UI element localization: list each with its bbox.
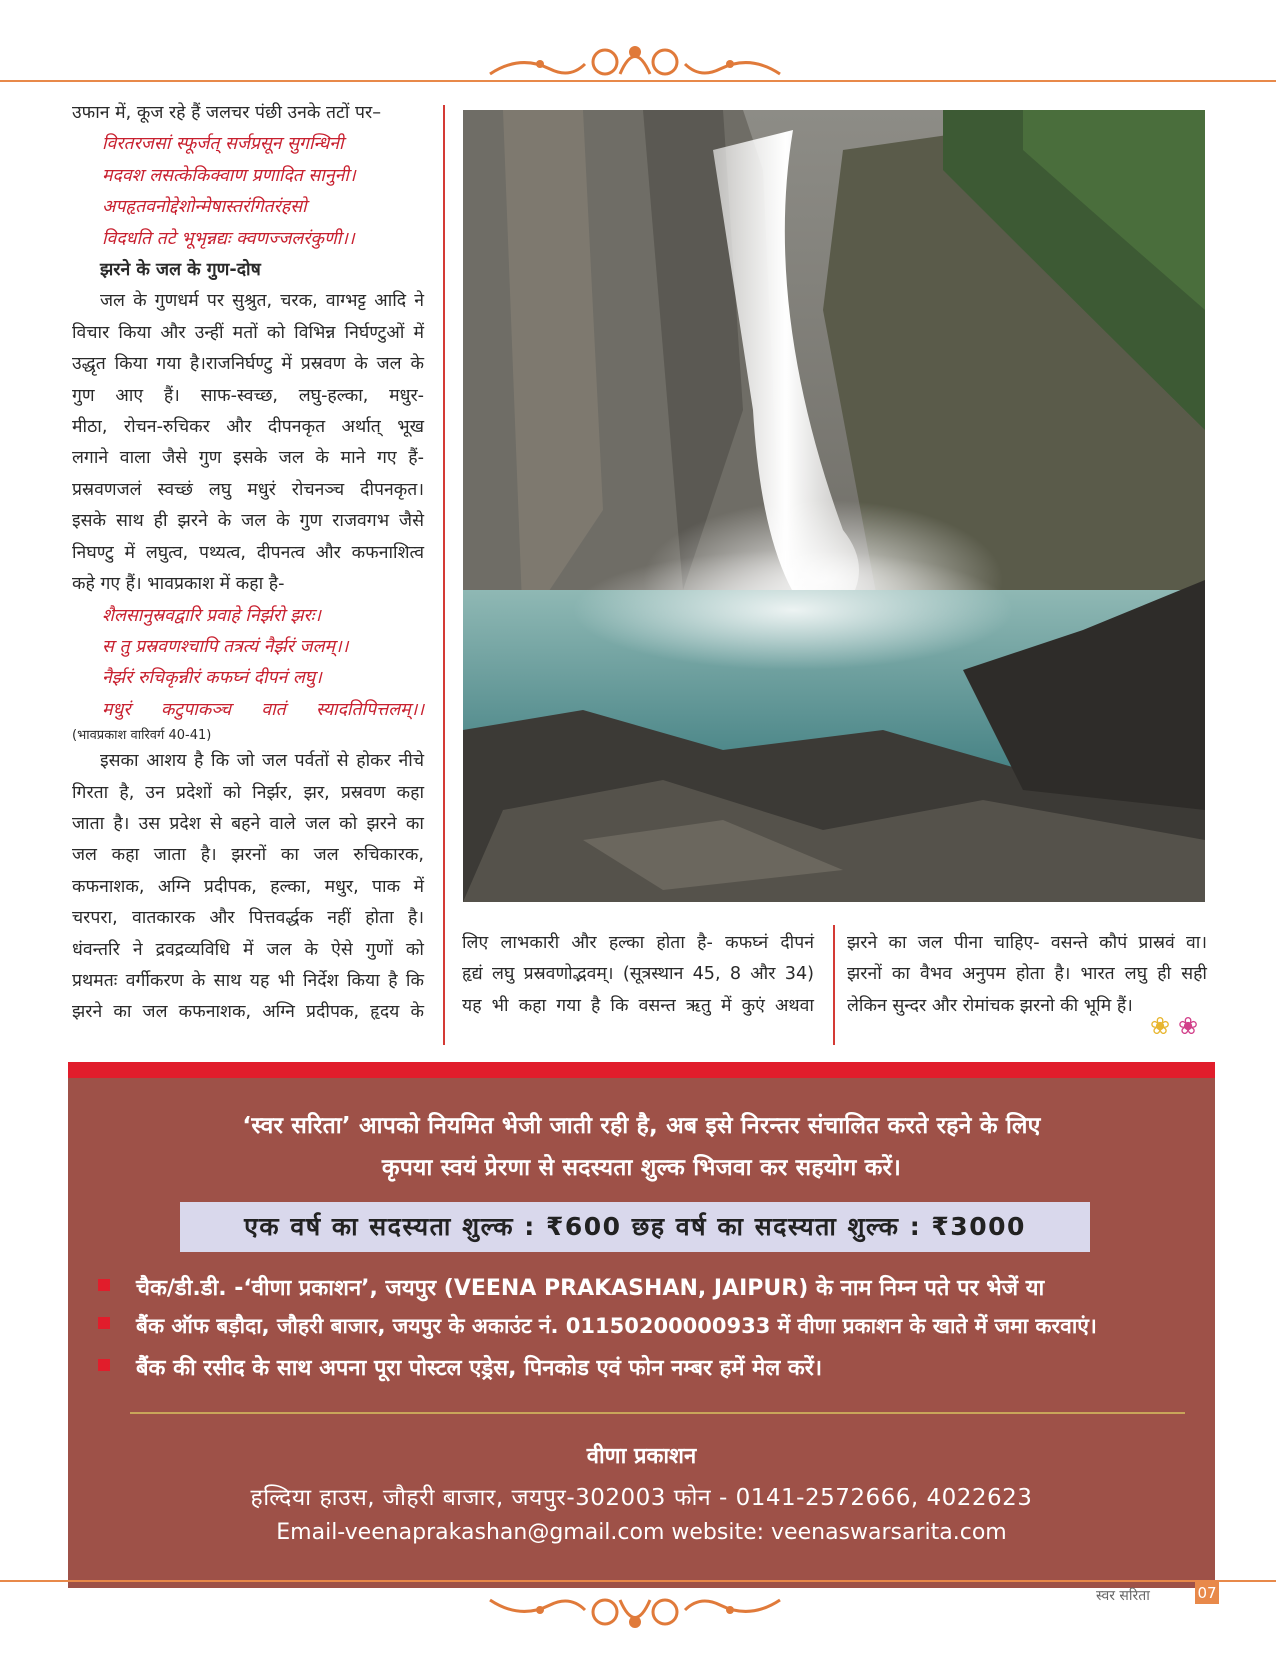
flower-icon: ❀ bbox=[1178, 1012, 1199, 1040]
page-number: 07 bbox=[1195, 1582, 1219, 1604]
panel-top-band bbox=[68, 1062, 1215, 1078]
bullet-icon bbox=[98, 1317, 110, 1329]
body-line: जल कहा जाता है। झरनों का जल रुचिकारक, bbox=[72, 845, 424, 866]
body-line: हृद्यं लघु प्रस्रवणोद्भवम्। (सूत्रस्थान 45, 8 और 34) bbox=[462, 964, 814, 985]
verse-line: स तु प्रस्रवणश्चापि तत्रत्यं नैर्झरं जलम्।। bbox=[102, 636, 349, 657]
instruction-item bbox=[98, 1312, 1097, 1340]
intro-line: उफान में, कूज रहे हैं जलचर पंछी उनके तटों पर– bbox=[72, 103, 382, 123]
publisher-name: वीणा प्रकाशन bbox=[586, 1444, 697, 1469]
instruction-text: चैक/डी.डी. -‘वीणा प्रकाशन’, जयपुर (VEENA PRAKASHAN, JAIPUR) के नाम निम्न पते पर भेजें या bbox=[136, 1276, 1045, 1301]
body-line: मीठा, रोचन-रुचिकर और दीपनकृत अर्थात् भूख bbox=[72, 417, 424, 438]
appeal-line: कृपया स्वयं प्रेरणा से सदस्यता शुल्क भिजवा कर सहयोग करें। bbox=[381, 1155, 902, 1181]
body-line: प्रस्रवणजलं स्वच्छं लघु मधुरं रोचनञ्च दीपनकृत। bbox=[72, 479, 424, 500]
body-line: यह भी कहा गया है कि वसन्त ऋतु में कुएं अथवा bbox=[462, 995, 814, 1016]
body-line: प्रथमतः वर्गीकरण के साथ यह भी निर्देश किया है कि bbox=[72, 970, 424, 991]
body-line: जल के गुणधर्म पर सुश्रुत, चरक, वाग्भट्ट आदि ने bbox=[100, 291, 424, 312]
left-text-column bbox=[72, 98, 424, 1029]
verse-line: विरतरजसां स्फूर्जत् सर्जप्रसून सुगन्धिनी bbox=[102, 134, 344, 155]
bottom-rule bbox=[0, 1580, 1276, 1582]
body-line: झरने का जल कफनाशक, अग्नि प्रदीपक, हृदय के bbox=[72, 1002, 424, 1023]
body-line: झरने का जल पीना चाहिए- वसन्ते कौपं प्रास्रवं वा। bbox=[847, 933, 1207, 953]
publisher-contact: Email-veenaprakashan@gmail.com website: veenaswarsarita.com bbox=[276, 1520, 1007, 1545]
body-line: उद्धृत किया गया है।राजनिर्घण्टु में प्रस्रवण के जल के bbox=[72, 354, 424, 375]
body-line: निघण्टु में लघुत्व, पथ्यत्व, दीपनत्व और कफनाशित्व bbox=[72, 542, 424, 563]
middle-text-column bbox=[462, 928, 814, 1022]
fee-box: एक वर्ष का सदस्यता शुल्क : ₹600 छह वर्ष का सदस्यता शुल्क : ₹3000 bbox=[180, 1202, 1090, 1252]
waterfall-photo bbox=[463, 110, 1205, 902]
panel-divider bbox=[130, 1412, 1185, 1414]
body-line: लगाने वाला जैसे गुण इसके जल के माने गए हैं- bbox=[72, 448, 424, 469]
verse-line: मधुरं कटुपाकञ्च वातं स्यादतिपित्तलम्।। bbox=[102, 699, 424, 720]
top-ornament bbox=[480, 34, 790, 84]
body-line: विचार किया और उन्हीं मतों को विभिन्न निर्घण्टुओं में bbox=[72, 322, 424, 343]
body-line: इसके साथ ही झरने के जल के गुण राजवगभ जैसे bbox=[72, 511, 424, 532]
reference-citation: (भावप्रकाश वारिवर्ग 40-41) bbox=[72, 728, 212, 744]
body-line: लिए लाभकारी और हल्का होता है- कफघ्नं दीपनं bbox=[462, 933, 814, 953]
body-line: गिरता है, उन प्रदेशों को निर्झर, झर, प्रस्रवण कहा bbox=[72, 782, 424, 803]
body-line: धंवन्तरि ने द्रवद्रव्यविधि में जल के ऐसे गुणों को bbox=[72, 939, 424, 960]
instruction-text: बैंक की रसीद के साथ अपना पूरा पोस्टल एड्रेस, पिनकोड एवं फोन नम्बर हमें मेल करें। bbox=[136, 1356, 823, 1381]
bullet-icon bbox=[98, 1359, 110, 1371]
column-divider bbox=[443, 105, 445, 1045]
instruction-item bbox=[98, 1272, 1044, 1302]
publisher-address: हल्दिया हाउस, जौहरी बाजार, जयपुर-302003 फोन - 0141-2572666, 4022623 bbox=[250, 1485, 1033, 1511]
instruction-item bbox=[98, 1352, 822, 1382]
verse-line: अपहृतवनोद्देशोन्मेषास्तरंगितरंहसो bbox=[102, 197, 307, 218]
instruction-text: बैंक ऑफ बड़ौदा, जौहरी बाजार, जयपुर के अकाउंट नं. 01150200000933 में वीणा प्रकाशन के खाते में जमा करवाएं। bbox=[136, 1314, 1097, 1338]
verse-line: विदधति तटे भूभृन्नद्यः क्वणज्जलरंकुणी।। bbox=[102, 228, 355, 249]
body-line: लेकिन सुन्दर और रोमांचक झरनो की भूमि हैं। bbox=[847, 995, 1133, 1016]
verse-line: शैलसानुस्रवद्वारि प्रवाहे निर्झरो झरः। bbox=[102, 605, 321, 626]
magazine-name: स्वर सरिता bbox=[1096, 1588, 1150, 1604]
body-line: झरनों का वैभव अनुपम होता है। भारत लघु ही सही bbox=[847, 964, 1207, 985]
right-text-column bbox=[847, 928, 1207, 1022]
body-line: चरपरा, वातकारक और पित्तवर्द्धक नहीं होता है। bbox=[72, 908, 424, 929]
body-line: इसका आशय है कि जो जल पर्वतों से होकर नीचे bbox=[100, 751, 424, 772]
body-line: गुण आए हैं। साफ-स्वच्छ, लघु-हल्का, मधुर- bbox=[72, 385, 424, 406]
body-line: जाता है। उस प्रदेश से बहने वाले जल को झरने का bbox=[72, 813, 424, 834]
verse-line: मदवश लसत्केकिक्वाण प्रणादित सानुनी। bbox=[102, 165, 356, 186]
verse-line: नैर्झरं रुचिकृन्नीरं कफघ्नं दीपनं लघु। bbox=[102, 668, 322, 689]
flower-icon: ❀ bbox=[1150, 1012, 1171, 1040]
subscription-panel bbox=[68, 1078, 1215, 1588]
body-line: कहे गए हैं। भावप्रकाश में कहा है- bbox=[72, 574, 285, 595]
bottom-ornament bbox=[480, 1590, 790, 1640]
appeal-line: ‘स्वर सरिता’ आपको नियमित भेजी जाती रही है, अब इसे निरन्तर संचालित करते रहने के लिए bbox=[242, 1113, 1041, 1139]
column-divider bbox=[833, 925, 835, 1045]
bullet-icon bbox=[98, 1279, 110, 1291]
body-line: कफनाशक, अग्नि प्रदीपक, हल्का, मधुर, पाक में bbox=[72, 876, 424, 897]
section-heading: झरने के जल के गुण-दोष bbox=[100, 260, 261, 281]
